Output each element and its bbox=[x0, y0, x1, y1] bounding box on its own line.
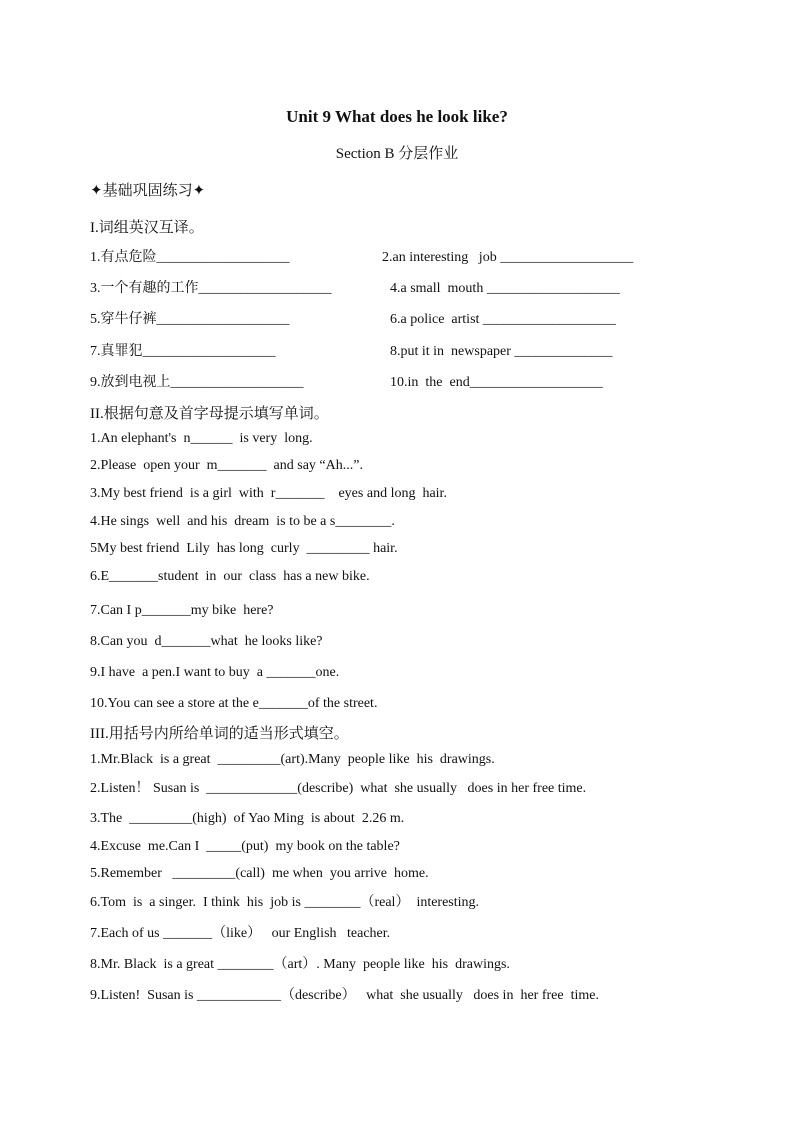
part1-item-9: 9.放到电视上___________________ bbox=[90, 375, 304, 390]
part1-item-7: 7.真罪犯___________________ bbox=[90, 344, 276, 359]
part3-item-1: 1.Mr.Black is a great _________(art).Many people like his drawings. bbox=[90, 752, 495, 767]
part1-item-5: 5.穿牛仔裤___________________ bbox=[90, 312, 290, 327]
part1-item-2: 2.an interesting job ___________________ bbox=[382, 250, 634, 265]
part2-item-1: 1.An elephant's n______ is very long. bbox=[90, 431, 313, 446]
part2-item-5: 5My best friend Lily has long curly _________ hair. bbox=[90, 541, 398, 556]
part2-heading: II.根据句意及首字母提示填写单词。 bbox=[90, 406, 329, 422]
part3-item-3: 3.The _________(high) of Yao Ming is about 2.26 m. bbox=[90, 811, 405, 826]
part1-item-3: 3.一个有趣的工作___________________ bbox=[90, 281, 332, 296]
page-subtitle: Section B 分层作业 bbox=[335, 146, 459, 162]
part2-item-3: 3.My best friend is a girl with r_______ eyes and long hair. bbox=[90, 486, 447, 501]
part3-heading: III.用括号内所给单词的适当形式填空。 bbox=[90, 726, 349, 742]
part3-item-6: 6.Tom is a singer. I think his job is ________（real） interesting. bbox=[90, 895, 480, 910]
part2-item-10: 10.You can see a store at the e_______of the street. bbox=[90, 696, 378, 711]
part1-item-4: 4.a small mouth ___________________ bbox=[390, 281, 620, 296]
part3-item-7: 7.Each of us _______（like） our English teacher. bbox=[90, 926, 391, 941]
part1-item-1: 1.有点危险___________________ bbox=[90, 250, 290, 265]
part2-item-2: 2.Please open your m_______ and say “Ah...”. bbox=[90, 458, 363, 473]
part3-item-4: 4.Excuse me.Can I _____(put) my book on the table? bbox=[90, 839, 400, 854]
part2-item-6: 6.E_______student in our class has a new bike. bbox=[90, 569, 370, 584]
part2-item-4: 4.He sings well and his dream is to be a s________. bbox=[90, 514, 395, 529]
part2-item-8: 8.Can you d_______what he looks like? bbox=[90, 634, 323, 649]
practice-header: ✦基础巩固练习✦ bbox=[90, 183, 206, 199]
part3-item-2: 2.Listen！ Susan is _____________(describe) what she usually does in her free time. bbox=[90, 781, 587, 796]
part3-item-5: 5.Remember _________(call) me when you arrive home. bbox=[90, 866, 429, 881]
part1-item-8: 8.put it in newspaper ______________ bbox=[390, 344, 613, 359]
part1-item-10: 10.in the end___________________ bbox=[390, 375, 603, 390]
part3-item-9: 9.Listen! Susan is ____________（describe） what she usually does in her free time. bbox=[90, 988, 599, 1003]
part2-item-7: 7.Can I p_______my bike here? bbox=[90, 603, 274, 618]
page-title: Unit 9 What does he look like? bbox=[286, 107, 508, 126]
part1-item-6: 6.a police artist ___________________ bbox=[390, 312, 616, 327]
part2-item-9: 9.I have a pen.I want to buy a _______one. bbox=[90, 665, 340, 680]
part3-item-8: 8.Mr. Black is a great ________（art）. Many people like his drawings. bbox=[90, 957, 510, 972]
part1-heading: I.词组英汉互译。 bbox=[90, 220, 204, 236]
